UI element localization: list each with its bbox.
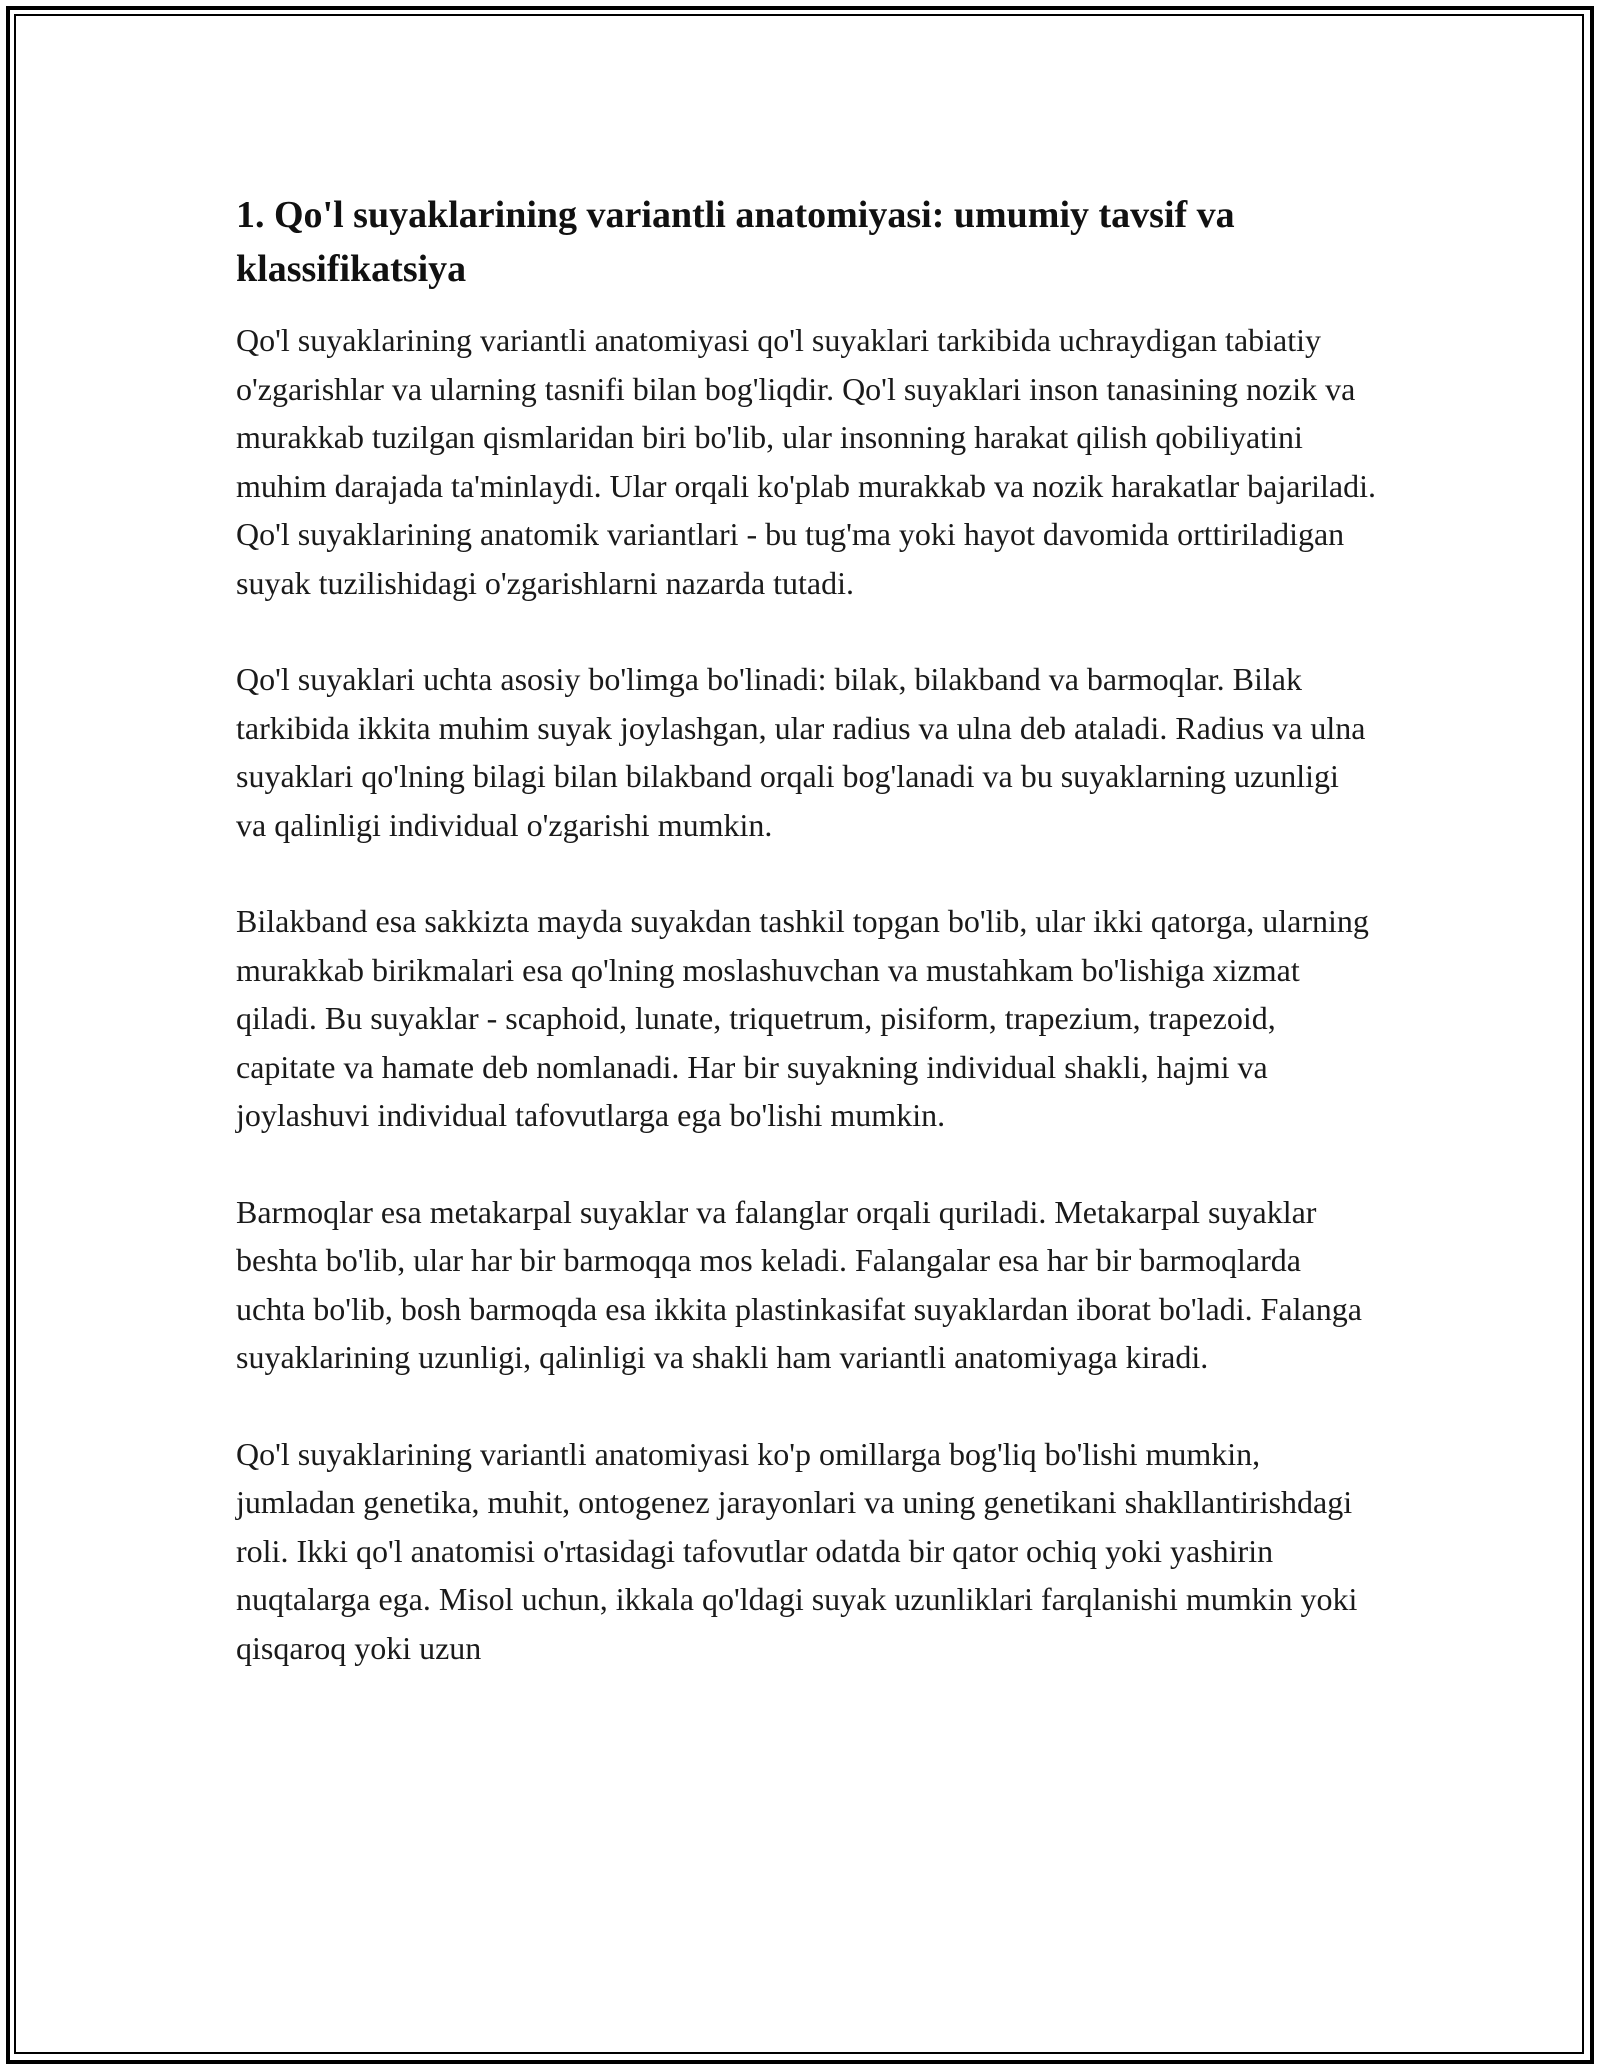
paragraph-2: Qo'l suyaklari uchta asosiy bo'limga bo'linadi: bilak, bilakband va barmoqlar. Bilak tarkibida ikkita muhim suyak joylashgan, ular radius va ulna deb ataladi. Radius va ulna suyaklari qo'lning bilagi bilan bilakband orqali bog'lanadi va bu suyaklarning uzunligi va qalinligi individual o'zgarishi mumkin. <box>236 661 1366 843</box>
paragraph-4: Barmoqlar esa metakarpal suyaklar va falanglar orqali quriladi. Metakarpal suyaklar beshta bo'lib, ular har bir barmoqqa mos keladi. Falangalar esa har bir barmoqlarda uchta bo'lib, bosh barmoqda esa ikkita plastinkasifat suyaklardan iborat bo'ladi. Falanga suyaklarining uzunligi, qalinligi va shakli ham variantli anatomiyaga kiradi. <box>236 1193 1362 1375</box>
document-body <box>236 188 1376 1720</box>
paragraph-5: Qo'l suyaklarining variantli anatomiyasi ko'p omillarga bog'liq bo'lishi mumkin, jumladan genetika, muhit, ontogenez jarayonlari va uning genetikani shakllantirishdagi roli. Ikki qo'l anatomisi o'rtasidagi tafovutlar odatda bir qator ochiq yoki yashirin nuqtalarga ega. Misol uchun, ikkala qo'ldagi suyak uzunliklari farqlanishi mumkin yoki qisqaroq yoki uzun <box>236 1435 1358 1666</box>
section-heading: 1. Qo'l suyaklarining variantli anatomiyasi: umumiy tavsif va klassifikatsiya <box>236 194 1235 290</box>
paragraph-3: Bilakband esa sakkizta mayda suyakdan tashkil topgan bo'lib, ular ikki qatorga, ularning murakkab birikmalari esa qo'lning moslashuvchan va mustahkam bo'lishiga xizmat qiladi. Bu suyaklar - scaphoid, lunate, triquetrum, pisiform, trapezium, trapezoid, capitate va hamate deb nomlanadi. Har bir suyakning individual shakli, hajmi va joylashuvi individual tafovutlarga ega bo'lishi mumkin. <box>236 903 1369 1133</box>
paragraph-1: Qo'l suyaklarining variantli anatomiyasi qo'l suyaklari tarkibida uchraydigan tabiatiy o'zgarishlar va ularning tasnifi bilan bog'liqdir. Qo'l suyaklari inson tanasining nozik va murakkab tuzilgan qismlaridan biri bo'lib, ular insonning harakat qilish qobiliyatini muhim darajada ta'minlaydi. Ular orqali ko'plab murakkab va nozik harakatlar bajariladi. Qo'l suyaklarining anatomik variantlari - bu tug'ma yoki hayot davomida orttiriladigan suyak tuzilishidagi o'zgarishlarni nazarda tutadi. <box>236 322 1376 601</box>
